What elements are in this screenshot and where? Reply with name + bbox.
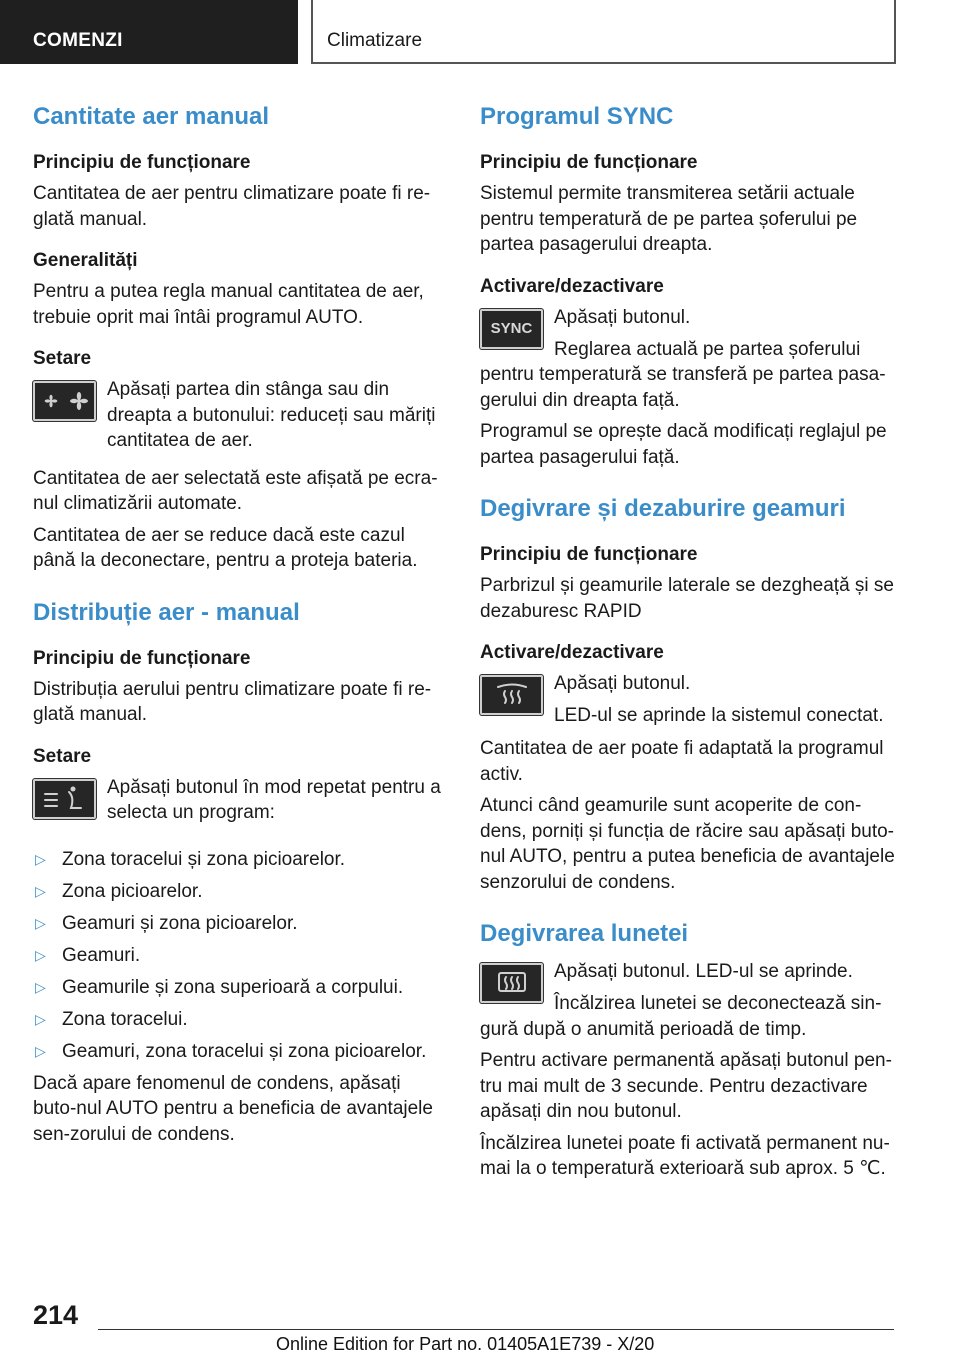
heading-rear-defrost: Degivrarea lunetei bbox=[480, 920, 689, 947]
subheading-principle: Principiu de funcționare bbox=[480, 544, 698, 565]
subheading-activation: Activare/dezactivare bbox=[480, 275, 664, 297]
left-column bbox=[33, 100, 448, 1153]
paragraph: Încălzirea lunetei se deconectează sin‐gură după o anumită perioadă de timp. bbox=[480, 993, 882, 1040]
paragraph: Pentru a putea regla manual cantitatea de aer, trebuie oprit mai întâi programul AUTO. bbox=[33, 281, 424, 328]
list-item: ▷ Zona picioarelor. bbox=[33, 879, 448, 905]
icon-description: Apăsați butonul. LED-ul se aprinde. bbox=[554, 961, 853, 982]
list-item: ▷ Zona toracelui. bbox=[33, 1007, 448, 1033]
paragraph: Distribuția aerului pentru climatizare poate fi re‐glată manual. bbox=[33, 678, 432, 725]
windshield-defrost-icon bbox=[480, 675, 543, 715]
icon-description: Apăsați partea din stânga sau din dreapta a butonului: reduceți sau măriți cantitatea de aer. bbox=[107, 379, 436, 451]
triangle-bullet-icon: ▷ bbox=[35, 1010, 46, 1027]
heading-air-distribution: Distribuție aer - manual bbox=[33, 598, 300, 626]
distribution-button-row bbox=[33, 775, 448, 831]
paragraph: Cantitatea de aer poate fi adaptată la programul activ. bbox=[480, 738, 884, 785]
icon-description: Apăsați butonul în mod repetat pentru a selecta un program: bbox=[107, 776, 441, 823]
triangle-bullet-icon: ▷ bbox=[35, 1042, 46, 1059]
page-number: 214 bbox=[33, 1300, 79, 1330]
defrost-button-row bbox=[480, 671, 897, 728]
paragraph: Atunci când geamurile sunt acoperite de con‐dens, porniți și funcția de răcire sau apăsați buto‐nul AUTO, pentru a putea beneficia de avantajele senzorului de condens. bbox=[480, 795, 895, 893]
fan-button-row bbox=[33, 377, 448, 454]
program-list bbox=[33, 847, 448, 1065]
subheading-principle: Principiu de funcționare bbox=[33, 647, 251, 669]
paragraph: Încălzirea lunetei poate fi activată permanent nu‐mai la o temperatură exterioară sub aprox. 5 ℃. bbox=[480, 1132, 890, 1179]
right-column bbox=[480, 100, 897, 1188]
paragraph: Sistemul permite transmiterea setării actuale pentru temperatură de pe partea șoferului pe partea pasagerului dreapta. bbox=[480, 183, 858, 255]
paragraph: Cantitatea de aer selectată este afișată pe ecra‐nul climatizării automate. bbox=[33, 467, 438, 514]
subheading-setting: Setare bbox=[33, 745, 92, 767]
sync-label: SYNC bbox=[490, 320, 533, 337]
subheading-general: Generalități bbox=[33, 250, 138, 271]
subheading-principle: Principiu de funcționare bbox=[480, 152, 698, 173]
triangle-bullet-icon: ▷ bbox=[35, 946, 46, 963]
paragraph: Dacă apare fenomenul de condens, apăsați buto‐nul AUTO pentru a beneficia de avantajele sen‐zorului de condens. bbox=[33, 1072, 433, 1145]
list-item: ▷ Geamurile și zona superioară a corpului. bbox=[33, 975, 448, 1001]
list-item: ▷ Geamuri și zona picioarelor. bbox=[33, 911, 448, 937]
section-tab: COMENZI bbox=[0, 0, 298, 64]
chapter-tab: Climatizare bbox=[311, 0, 896, 64]
paragraph: Programul se oprește dacă modificați reglajul pe partea pasagerului față. bbox=[480, 421, 887, 468]
list-item: ▷ Geamuri. bbox=[33, 943, 448, 969]
subheading-principle: Principiu de funcționare bbox=[33, 152, 251, 173]
fan-speed-button-icon bbox=[33, 381, 96, 421]
paragraph: Cantitatea de aer se reduce dacă este cazul până la deconectare, pentru a proteja bateria. bbox=[33, 524, 418, 571]
sync-button-icon bbox=[480, 309, 543, 349]
paragraph: Pentru activare permanentă apăsați butonul pen‐tru mai mult de 3 secunde. Pentru dezactivare apăsați din nou butonul. bbox=[480, 1050, 892, 1122]
triangle-bullet-icon: ▷ bbox=[35, 850, 46, 867]
subheading-setting: Setare bbox=[33, 348, 92, 369]
sync-button-row bbox=[480, 305, 897, 361]
paragraph: Reglarea actuală pe partea șoferului pentru temperatură se transferă pe partea pasa‐gerului din dreapta față. bbox=[480, 338, 886, 411]
heading-sync: Programul SYNC bbox=[480, 103, 674, 130]
icon-description: Apăsați butonul. bbox=[554, 673, 691, 694]
paragraph: Parbrizul și geamurile laterale se dezgheață și se dezaburesc RAPID bbox=[480, 575, 894, 622]
triangle-bullet-icon: ▷ bbox=[35, 914, 46, 931]
list-item: ▷ Geamuri, zona toracelui și zona picioarelor. bbox=[33, 1039, 448, 1065]
footer-edition: Online Edition for Part no. 01405A1E739 - X/20 bbox=[276, 1334, 655, 1354]
footer-divider bbox=[98, 1329, 894, 1330]
subheading-activation: Activare/dezactivare bbox=[480, 642, 664, 663]
air-distribution-button-icon bbox=[33, 779, 96, 819]
icon-description: LED-ul se aprinde la sistemul conectat. bbox=[554, 704, 884, 726]
icon-description: Apăsați butonul. bbox=[554, 306, 691, 328]
rear-defrost-button-row bbox=[480, 959, 897, 1015]
triangle-bullet-icon: ▷ bbox=[35, 882, 46, 899]
heading-air-quantity: Cantitate aer manual bbox=[33, 103, 270, 130]
paragraph: Cantitatea de aer pentru climatizare poate fi re‐glată manual. bbox=[33, 183, 431, 230]
heading-defrost: Degivrare și dezaburire geamuri bbox=[480, 495, 846, 522]
triangle-bullet-icon: ▷ bbox=[35, 978, 46, 995]
rear-window-defrost-icon bbox=[480, 963, 543, 1003]
list-item: ▷ Zona toracelui și zona picioarelor. bbox=[33, 847, 448, 873]
